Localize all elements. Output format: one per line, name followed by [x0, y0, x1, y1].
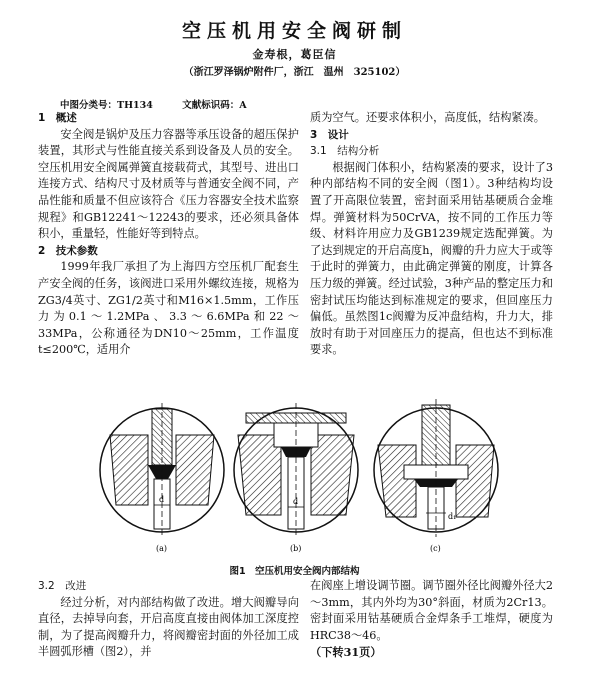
- paper-title: 空压机用安全阀研制: [181, 20, 407, 42]
- bottom-left-column: [38, 578, 299, 661]
- label-c: (c): [430, 544, 441, 553]
- classification: 中图分类号：TH134: [60, 100, 153, 111]
- authors: 金寿根，葛臣信: [252, 48, 337, 61]
- affiliation: （浙江罗泽锅炉附件厂，浙江 温州 325102）: [183, 67, 406, 78]
- section-2-text: 1999年我厂承担了为上海四方空压机厂配套生产安全阀的任务，该阀进口采用外螺纹连接，规格为ZG3/4英寸、ZG1/2英寸和M16×1.5mm，工作压力为0.1～1.2MPa、3.3～6.6MPa和22～33MPa，公称通径为DN10～25mm，工作温度t≤200℃，适用介: [38, 260, 299, 357]
- left-column: [38, 110, 299, 359]
- label-b: (b): [290, 544, 302, 553]
- right-column: [310, 110, 553, 359]
- label-a: (a): [156, 544, 168, 553]
- doc-code: 文献标识码：A: [182, 100, 247, 111]
- section-3-2-text: 经过分析，对内部结构做了改进。增大阀瓣导向直径，去掉导向套，开启高度直接由阀体加工深度控制，为了提高阀瓣升力，将阀瓣密封面的外径加工成半圆弧形槽（图2），并: [38, 595, 299, 659]
- figure-caption: 图1 空压机用安全阀内部结构: [229, 566, 360, 577]
- valve-structure-figure: [96, 395, 508, 555]
- bottom-right-column: [310, 578, 553, 661]
- right-continued-text: 质为空气。还要求体积小，高度低，结构紧凑。: [310, 111, 545, 124]
- section-3-heading: 3 设计: [310, 128, 349, 141]
- section-1-text: 安全阀是锅炉及压力容器等承压设备的超压保护装置，其形式与性能直接关系到设备及人员的安全。空压机用安全阀属弹簧直接载荷式，其型号、进出口连接方式、结构尺寸及材质等与普通安全阀不同，产品性能和质量不但应该符合《压力容器安全技术监察规程》和GB12241～12243的要求，还必须具备体积小，重量轻，性能好等到特点。: [38, 127, 299, 241]
- continued-note: （下转31页）: [310, 645, 382, 660]
- valve-drawing-b: [234, 403, 358, 537]
- section-3-2-heading: 3.2 改进: [38, 580, 87, 592]
- section-3-1-text: 根据阀门体积小，结构紧凑的要求，设计了3种内部结构不同的安全阀（图1）。3种结构均设置了开高限位装置，密封面采用钴基硬质合金堆焊。弹簧材料为50CrVA，按不同的工作压力等级、材料许用应力及GB1239规定选配弹簧。为了达到规定的开启高度h，阀瓣的升力应大于或等于此时的弹簧力，由此确定弹簧的刚度，计算各压力级的弹簧。经过试验，3种产品的整定压力和密封试压均能达到标准规定的要求，但回座压力偏低。虽然图1c阀瓣为反冲盘结构，升力大，排放时有助于对回座压力的提高，但也达不到标准要求。: [310, 160, 553, 357]
- dim-label-c: d₁: [448, 512, 457, 521]
- section-1-heading: 1 概述: [38, 112, 77, 124]
- bottom-right-text: 在阀座上增设调节圈。调节圈外径比阀瓣外径大2～3mm，其内外均为30°斜面，材质为2Cr13。密封面采用钴基硬质合金焊条手工堆焊，硬度为HRC38～46。: [310, 579, 553, 642]
- dim-label-a: d: [159, 495, 165, 504]
- valve-drawing-a: [100, 403, 224, 537]
- section-2-heading: 2 技术参数: [38, 244, 98, 257]
- valve-drawing-c: [374, 399, 498, 537]
- meta-line: [60, 97, 273, 111]
- section-3-1-heading: 3.1 结构分析: [310, 145, 380, 158]
- dim-label-b: d: [293, 497, 299, 506]
